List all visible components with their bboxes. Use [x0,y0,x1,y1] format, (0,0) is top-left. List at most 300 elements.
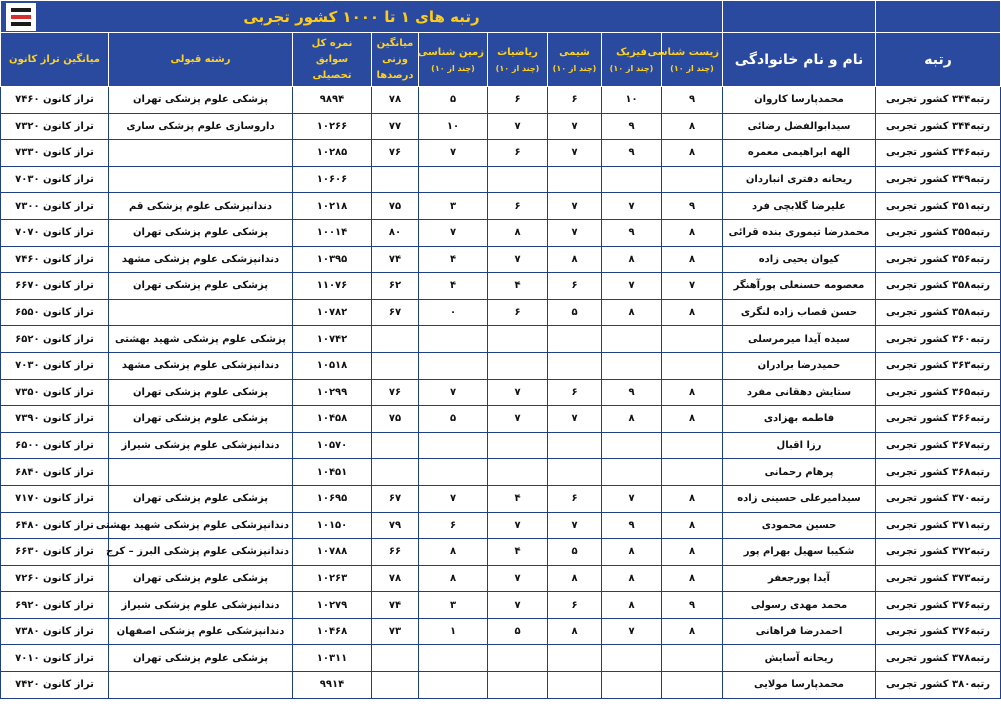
kanoon-avg-cell: تراز کانون ۶۵۲۰ [1,326,109,353]
header-kanoon-avg: میانگین تراز کانون [1,33,109,87]
total-score-cell: ۱۰۲۸۵ [293,140,372,167]
kanoon-avg-cell: تراز کانون ۷۳۲۰ [1,113,109,140]
table-row [1,645,1001,672]
rank-cell: رتبه۳۵۱ کشور تجربی [876,193,1001,220]
name-cell: سیده آیدا میرمرسلی [723,326,876,353]
header-physics [602,33,662,87]
chemistry-score: ۷ [548,512,602,539]
physics-score: ۹ [602,379,662,406]
chemistry-score: ۷ [548,113,602,140]
geology-score: ۷ [419,379,488,406]
major-cell [109,299,293,326]
math-score: ۶ [488,193,548,220]
rank-cell: رتبه۳۵۸ کشور تجربی [876,273,1001,300]
kanoon-avg-cell: تراز کانون ۶۹۲۰ [1,592,109,619]
rank-cell: رتبه۳۷۱ کشور تجربی [876,512,1001,539]
kanoon-avg-cell: تراز کانون ۶۵۰۰ [1,432,109,459]
major-cell: پزشکی علوم پزشکی تهران [109,565,293,592]
avg-weighted-cell: ۷۹ [372,512,419,539]
header-geology [419,33,488,87]
chemistry-score [548,459,602,486]
rank-cell: رتبه۳۸۰ کشور تجربی [876,672,1001,699]
rank-cell: رتبه۳۷۶ کشور تجربی [876,618,1001,645]
physics-score: ۷ [602,618,662,645]
physics-score: ۹ [602,140,662,167]
avg-weighted-cell: ۷۴ [372,592,419,619]
name-cell: محمدپارسا مولایی [723,672,876,699]
total-score-cell: ۱۰۷۸۸ [293,539,372,566]
table-row [1,166,1001,193]
physics-score [602,432,662,459]
physics-score [602,672,662,699]
geology-score [419,432,488,459]
rank-cell: رتبه۳۵۸ کشور تجربی [876,299,1001,326]
table-row [1,565,1001,592]
biology-score: ۸ [662,565,723,592]
page-title: رتبه های ۱ تا ۱۰۰۰ کشور تجربی [1,1,723,33]
geology-score [419,166,488,193]
avg-weighted-cell: ۶۷ [372,485,419,512]
name-cell: سیدامیرعلی حسینی زاده [723,485,876,512]
kanoon-avg-cell: تراز کانون ۷۳۵۰ [1,379,109,406]
major-cell: پزشکی علوم پزشکی تهران [109,406,293,433]
biology-score [662,645,723,672]
math-score: ۵ [488,618,548,645]
name-cell: الهه ابراهیمی معمره [723,140,876,167]
chemistry-score [548,432,602,459]
physics-score [602,166,662,193]
avg-weighted-cell [372,432,419,459]
major-cell: دندانپزشکی علوم پزشکی البرز – کرج [109,539,293,566]
biology-score: ۹ [662,592,723,619]
chemistry-score [548,352,602,379]
physics-score [602,459,662,486]
header-geology-sub: (چند از ۱۰) [431,63,475,73]
biology-score: ۸ [662,406,723,433]
math-score [488,352,548,379]
rank-cell: رتبه۳۴۹ کشور تجربی [876,166,1001,193]
header-physics-sub: (چند از ۱۰) [609,63,654,73]
kanoon-avg-cell: تراز کانون ۷۰۱۰ [1,645,109,672]
biology-score [662,432,723,459]
major-cell: پزشکی علوم پزشکی تهران [109,87,293,114]
biology-score: ۸ [662,299,723,326]
avg-weighted-cell: ۷۸ [372,565,419,592]
chemistry-score: ۸ [548,565,602,592]
name-cell: آیدا پورجعفر [723,565,876,592]
math-score [488,326,548,353]
table-row [1,273,1001,300]
physics-score: ۸ [602,406,662,433]
math-score [488,432,548,459]
total-score-cell: ۱۰۲۹۹ [293,379,372,406]
math-score [488,672,548,699]
math-score [488,166,548,193]
table-row [1,539,1001,566]
geology-score [419,672,488,699]
biology-score: ۸ [662,219,723,246]
avg-weighted-cell: ۸۰ [372,219,419,246]
table-row [1,379,1001,406]
header-avg-weighted: میانگین وزنی درصدها [372,33,419,87]
physics-score: ۸ [602,246,662,273]
major-cell [109,166,293,193]
table-row [1,193,1001,220]
table-row [1,432,1001,459]
avg-weighted-cell: ۷۸ [372,87,419,114]
kanoon-avg-cell: تراز کانون ۷۳۳۰ [1,140,109,167]
physics-score: ۹ [602,512,662,539]
major-cell: دندانپزشکی علوم پزشکی قم [109,193,293,220]
total-score-cell: ۱۰۷۴۲ [293,326,372,353]
avg-weighted-cell: ۷۶ [372,379,419,406]
math-score: ۷ [488,565,548,592]
biology-score: ۸ [662,618,723,645]
major-cell [109,459,293,486]
header-rank: رتبه [876,33,1001,87]
total-score-cell: ۱۰۲۶۳ [293,565,372,592]
geology-score: ۶ [419,512,488,539]
table-row [1,352,1001,379]
rank-cell: رتبه۳۶۰ کشور تجربی [876,326,1001,353]
name-cell: معصومه حسنعلی پورآهنگر [723,273,876,300]
total-score-cell: ۱۰۳۹۵ [293,246,372,273]
name-cell: محمدرضا تیموری بنده قرائی [723,219,876,246]
biology-score: ۸ [662,140,723,167]
chemistry-score: ۶ [548,87,602,114]
kanoon-avg-cell: تراز کانون ۶۶۷۰ [1,273,109,300]
header-physics-label: فیزیک [616,46,647,58]
name-cell: حسن قصاب زاده لنگری [723,299,876,326]
physics-score: ۱۰ [602,87,662,114]
results-table-body [1,87,1001,699]
avg-weighted-cell [372,459,419,486]
kanoon-avg-cell: تراز کانون ۷۴۶۰ [1,246,109,273]
total-score-cell: ۱۰۶۰۶ [293,166,372,193]
kanoon-avg-cell: تراز کانون ۷۱۷۰ [1,485,109,512]
major-cell: دندانپزشکی علوم پزشکی مشهد [109,352,293,379]
rank-cell: رتبه۳۶۶ کشور تجربی [876,406,1001,433]
avg-weighted-cell [372,352,419,379]
biology-score [662,672,723,699]
header-biology-sub: (چند از ۱۰) [670,63,714,73]
geology-score: ۴ [419,273,488,300]
avg-weighted-cell: ۶۶ [372,539,419,566]
header-total-score: نمره کل سوابق تحصیلی [293,33,372,87]
rank-cell: رتبه۳۶۳ کشور تجربی [876,352,1001,379]
name-cell: سیدابوالفضل رضائی [723,113,876,140]
header-major: رشته قبولی [109,33,293,87]
kanoon-avg-cell: تراز کانون ۶۵۵۰ [1,299,109,326]
major-cell [109,672,293,699]
name-cell: ریحانه آسایش [723,645,876,672]
math-score: ۶ [488,299,548,326]
rank-cell: رتبه۳۶۵ کشور تجربی [876,379,1001,406]
rank-cell: رتبه۳۴۴ کشور تجربی [876,113,1001,140]
chemistry-score: ۷ [548,193,602,220]
table-row [1,672,1001,699]
geology-score: ۴ [419,246,488,273]
table-row [1,618,1001,645]
rank-cell: رتبه۳۵۶ کشور تجربی [876,246,1001,273]
avg-weighted-cell: ۶۷ [372,299,419,326]
chemistry-score: ۵ [548,539,602,566]
geology-score: ۱ [419,618,488,645]
physics-score: ۷ [602,273,662,300]
kanoon-avg-cell: تراز کانون ۶۶۳۰ [1,539,109,566]
kanoon-avg-cell: تراز کانون ۷۳۸۰ [1,618,109,645]
name-cell: محمد مهدی رسولی [723,592,876,619]
geology-score: ۵ [419,87,488,114]
major-cell: دندانپزشکی علوم پزشکی شیراز [109,592,293,619]
table-row [1,326,1001,353]
biology-score: ۸ [662,379,723,406]
total-score-cell: ۱۰۴۵۱ [293,459,372,486]
header-biology-label: زیست شناسی [647,46,719,58]
kanoon-avg-cell: تراز کانون ۷۳۹۰ [1,406,109,433]
kanoon-avg-cell: تراز کانون ۶۴۸۰ [1,512,109,539]
rank-cell: رتبه۳۵۵ کشور تجربی [876,219,1001,246]
biology-score: ۸ [662,539,723,566]
name-cell: رزا اقبال [723,432,876,459]
avg-weighted-cell [372,645,419,672]
geology-score [419,352,488,379]
physics-score: ۷ [602,193,662,220]
table-row [1,406,1001,433]
math-score: ۴ [488,273,548,300]
math-score: ۷ [488,512,548,539]
avg-weighted-cell [372,166,419,193]
chemistry-score: ۷ [548,140,602,167]
geology-score: ۸ [419,539,488,566]
biology-score: ۸ [662,246,723,273]
biology-score [662,326,723,353]
header-math-sub: (چند از ۱۰) [495,63,540,73]
avg-weighted-cell: ۷۵ [372,406,419,433]
geology-score [419,645,488,672]
biology-score: ۷ [662,273,723,300]
major-cell: پزشکی علوم پزشکی تهران [109,645,293,672]
geology-score [419,459,488,486]
rank-cell: رتبه۳۶۸ کشور تجربی [876,459,1001,486]
name-cell: محمدپارسا کاروان [723,87,876,114]
geology-score: ۳ [419,592,488,619]
math-score: ۷ [488,406,548,433]
geology-score: ۷ [419,219,488,246]
chemistry-score: ۶ [548,485,602,512]
title-blank-name [723,1,876,33]
major-cell: دندانپزشکی علوم پزشکی اصفهان [109,618,293,645]
major-cell [109,140,293,167]
rank-cell: رتبه۳۴۴ کشور تجربی [876,87,1001,114]
major-cell: پزشکی علوم پزشکی تهران [109,219,293,246]
geology-score: ۵ [419,406,488,433]
math-score: ۸ [488,219,548,246]
rank-cell: رتبه۳۴۶ کشور تجربی [876,140,1001,167]
table-row [1,140,1001,167]
name-cell: شکیبا سهیل بهرام پور [723,539,876,566]
total-score-cell: ۱۰۵۷۰ [293,432,372,459]
name-cell: کیوان یحیی زاده [723,246,876,273]
header-math-label: ریاضیات [497,46,538,58]
header-math [488,33,548,87]
math-score: ۷ [488,379,548,406]
table-row [1,113,1001,140]
header-chemistry [548,33,602,87]
kanoon-avg-cell: تراز کانون ۷۳۰۰ [1,193,109,220]
physics-score [602,326,662,353]
biology-score: ۸ [662,113,723,140]
header-geology-label: زمین شناسی [417,46,484,58]
physics-score: ۸ [602,565,662,592]
name-cell: فاطمه بهزادی [723,406,876,433]
name-cell: علیرضا گلابچی فرد [723,193,876,220]
total-score-cell: ۱۰۰۱۴ [293,219,372,246]
brand-logo [6,3,36,31]
major-cell: پزشکی علوم پزشکی تهران [109,273,293,300]
biology-score [662,459,723,486]
total-score-cell: ۱۰۲۷۹ [293,592,372,619]
geology-score: ۳ [419,193,488,220]
header-chemistry-sub: (چند از ۱۰) [552,63,597,73]
header-biology [647,33,723,87]
avg-weighted-cell: ۶۲ [372,273,419,300]
total-score-cell: ۹۹۱۴ [293,672,372,699]
major-cell: دندانپزشکی علوم پزشکی مشهد [109,246,293,273]
name-cell: ستایش دهقانی مفرد [723,379,876,406]
physics-score: ۸ [602,592,662,619]
major-cell: پزشکی علوم پزشکی تهران [109,485,293,512]
geology-score: ۷ [419,485,488,512]
biology-score: ۹ [662,193,723,220]
table-row [1,512,1001,539]
math-score: ۴ [488,539,548,566]
avg-weighted-cell: ۷۴ [372,246,419,273]
biology-score: ۸ [662,485,723,512]
total-score-cell: ۱۰۶۹۵ [293,485,372,512]
table-row [1,87,1001,114]
geology-score: ۸ [419,565,488,592]
avg-weighted-cell [372,326,419,353]
geology-score: ۷ [419,140,488,167]
total-score-cell: ۹۸۹۴ [293,87,372,114]
total-score-cell: ۱۰۱۵۰ [293,512,372,539]
math-score: ۶ [488,87,548,114]
table-row [1,219,1001,246]
geology-score [419,326,488,353]
chemistry-score: ۸ [548,618,602,645]
kanoon-avg-cell: تراز کانون ۷۰۳۰ [1,352,109,379]
rank-cell: رتبه۳۷۲ کشور تجربی [876,539,1001,566]
physics-score [602,645,662,672]
chemistry-score: ۵ [548,299,602,326]
total-score-cell: ۱۰۴۵۸ [293,406,372,433]
table-row [1,592,1001,619]
avg-weighted-cell: ۷۶ [372,140,419,167]
rank-cell: رتبه۳۷۳ کشور تجربی [876,565,1001,592]
name-cell: حمیدرضا برادران [723,352,876,379]
chemistry-score: ۸ [548,246,602,273]
avg-weighted-cell [372,672,419,699]
header-name: نام و نام خانوادگی [723,33,876,87]
total-score-cell: ۱۰۴۶۸ [293,618,372,645]
total-score-cell: ۱۰۲۶۶ [293,113,372,140]
chemistry-score: ۶ [548,273,602,300]
physics-score: ۸ [602,539,662,566]
table-row [1,299,1001,326]
kanoon-avg-cell: تراز کانون ۷۲۶۰ [1,565,109,592]
rank-cell: رتبه۳۶۷ کشور تجربی [876,432,1001,459]
table-row [1,485,1001,512]
major-cell: پزشکی علوم پزشکی تهران [109,379,293,406]
major-cell: دندانپزشکی علوم پزشکی شیراز [109,432,293,459]
kanoon-avg-cell: تراز کانون ۶۸۴۰ [1,459,109,486]
chemistry-score: ۷ [548,406,602,433]
total-score-cell: ۱۰۷۸۲ [293,299,372,326]
kanoon-avg-cell: تراز کانون ۷۴۶۰ [1,87,109,114]
title-blank-rank [876,1,1001,33]
name-cell: ریحانه دفتری انباردان [723,166,876,193]
name-cell: احمدرضا فراهانی [723,618,876,645]
geology-score: ۰ [419,299,488,326]
biology-score: ۸ [662,512,723,539]
math-score [488,459,548,486]
avg-weighted-cell: ۷۵ [372,193,419,220]
physics-score: ۹ [602,219,662,246]
chemistry-score [548,166,602,193]
biology-score [662,352,723,379]
kanoon-avg-cell: تراز کانون ۷۴۲۰ [1,672,109,699]
chemistry-score [548,326,602,353]
kanoon-avg-cell: تراز کانون ۷۰۳۰ [1,166,109,193]
math-score: ۶ [488,140,548,167]
math-score: ۷ [488,246,548,273]
name-cell: پرهام رحمانی [723,459,876,486]
chemistry-score: ۶ [548,379,602,406]
avg-weighted-cell: ۷۷ [372,113,419,140]
chemistry-score: ۷ [548,219,602,246]
math-score: ۷ [488,592,548,619]
avg-weighted-cell: ۷۳ [372,618,419,645]
physics-score [602,352,662,379]
math-score: ۷ [488,113,548,140]
chemistry-score [548,645,602,672]
total-score-cell: ۱۱۰۷۶ [293,273,372,300]
physics-score: ۷ [602,485,662,512]
major-cell: دندانپزشکی علوم پزشکی شهید بهشتی [109,512,293,539]
total-score-cell: ۱۰۲۱۸ [293,193,372,220]
header-chemistry-label: شیمی [559,46,590,58]
rank-cell: رتبه۳۷۶ کشور تجربی [876,592,1001,619]
biology-score: ۹ [662,87,723,114]
biology-score [662,166,723,193]
table-row [1,459,1001,486]
total-score-cell: ۱۰۵۱۸ [293,352,372,379]
rank-cell: رتبه۳۷۸ کشور تجربی [876,645,1001,672]
physics-score: ۸ [602,299,662,326]
math-score: ۴ [488,485,548,512]
math-score [488,645,548,672]
geology-score: ۱۰ [419,113,488,140]
chemistry-score: ۶ [548,592,602,619]
physics-score: ۹ [602,113,662,140]
rank-cell: رتبه۳۷۰ کشور تجربی [876,485,1001,512]
name-cell: حسین محمودی [723,512,876,539]
major-cell: پزشکی علوم پزشکی شهید بهشتی [109,326,293,353]
table-row [1,246,1001,273]
kanoon-avg-cell: تراز کانون ۷۰۷۰ [1,219,109,246]
chemistry-score [548,672,602,699]
